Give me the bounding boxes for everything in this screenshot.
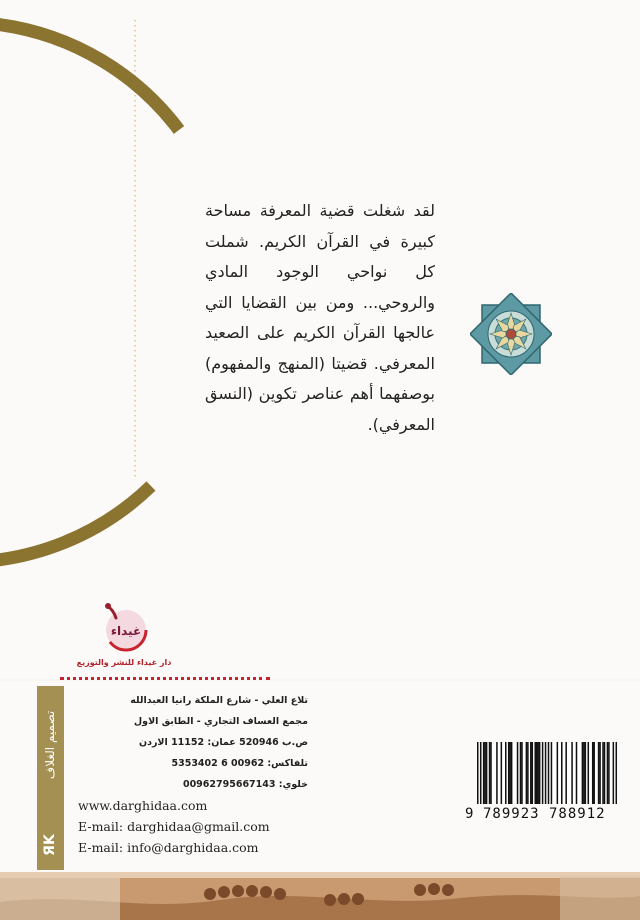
body-paragraph: لقد شغلت قضية المعرفة مساحة كبيرة في القرآن الكريم. شملت كل نواحي الوجود المادي والروحي... ومن بين القضايا التي عالجها القرآن الكريم على الصعيد المعرفي. قضيتا (المنهج والمفهوم) بوصفهما أهم عناصر تكوين (النسق المعرفي).: [205, 201, 435, 434]
barcode-bar: [527, 742, 529, 804]
barcode-bar: [571, 742, 573, 804]
barcode-bar: [565, 742, 567, 804]
barcode-bar: [521, 742, 523, 804]
website-link[interactable]: www.darghidaa.com: [78, 798, 208, 813]
barcode-bar: [542, 742, 544, 804]
address-line: مجمع العساف التجاري - الطابق الاول: [133, 716, 308, 727]
barcode-bar: [593, 742, 595, 804]
barcode-bar: [576, 742, 578, 804]
barcode-bar: [530, 742, 532, 804]
barcode-bar: [532, 742, 534, 804]
isbn-barcode: [477, 742, 617, 804]
barcode-bar: [526, 742, 528, 804]
barcode-bar: [557, 742, 559, 804]
barcode-bar: [588, 742, 590, 804]
address-line: تلاع العلي - شارع الملكة رانيا العبدالله: [130, 695, 308, 706]
barcode-bar: [583, 742, 585, 804]
barcode-bar: [505, 742, 507, 804]
isbn-first-digit: 9: [465, 806, 474, 822]
barcode-bar: [548, 742, 550, 804]
barcode-bar: [483, 742, 485, 804]
publisher-logo-text: غيداء: [110, 624, 142, 638]
eight-point-star-ornament-icon: [470, 293, 552, 375]
barcode-bar: [551, 742, 553, 804]
barcode-bar: [539, 742, 541, 804]
barcode-bar: [582, 742, 584, 804]
barcode-bar: [607, 742, 609, 804]
barcode-bar: [484, 742, 486, 804]
barcode-bar: [608, 742, 610, 804]
barcode-bar: [616, 742, 617, 804]
barcode-bar: [517, 742, 519, 804]
designer-logo-icon: ЯK: [42, 834, 58, 856]
barcode-bar: [599, 742, 601, 804]
barcode-bar: [545, 742, 547, 804]
barcode-bar: [598, 742, 600, 804]
isbn-right-group: 788912: [549, 806, 606, 822]
barcode-bar: [501, 742, 503, 804]
barcode-bar: [537, 742, 539, 804]
barcode-bar: [602, 742, 604, 804]
barcode-bar: [613, 742, 615, 804]
po-box-line: ص.ب 520946 عمان: 11152 الاردن: [138, 737, 308, 748]
barcode-bar: [509, 742, 511, 804]
barcode-bar: [496, 742, 498, 804]
barcode-bar: [480, 742, 482, 804]
design-credit-text: تصميم الغلاف: [43, 710, 57, 780]
barcode-bar: [486, 742, 488, 804]
barcode-bar: [585, 742, 587, 804]
telefax-line: تلفاكس: 00962 6 5353402: [171, 758, 308, 769]
prayer-beads-photo: [0, 872, 640, 920]
publisher-name: دار غيداء للنشر والتوزيع: [76, 658, 172, 667]
publisher-logo: [98, 600, 150, 652]
barcode-bar: [604, 742, 606, 804]
barcode-bar: [534, 742, 536, 804]
barcode-bar: [520, 742, 522, 804]
barcode-bar: [477, 742, 479, 804]
isbn-left-group: 789923: [483, 806, 540, 822]
decorative-ring: [0, 22, 179, 562]
barcode-bar: [511, 742, 513, 804]
isbn-number: [465, 806, 625, 822]
email-link[interactable]: E-mail: darghidaa@gmail.com: [78, 819, 270, 834]
barcode-bar: [508, 742, 510, 804]
red-dotted-line: [60, 677, 270, 680]
barcode-bar: [536, 742, 538, 804]
email-link[interactable]: E-mail: info@darghidaa.com: [78, 840, 259, 855]
barcode-bar: [592, 742, 594, 804]
contact-block: [78, 690, 308, 858]
barcode-bar: [489, 742, 491, 804]
barcode-bar: [561, 742, 563, 804]
mobile-line: خلوي: 00962795667143: [182, 779, 308, 790]
barcode-bar: [490, 742, 492, 804]
